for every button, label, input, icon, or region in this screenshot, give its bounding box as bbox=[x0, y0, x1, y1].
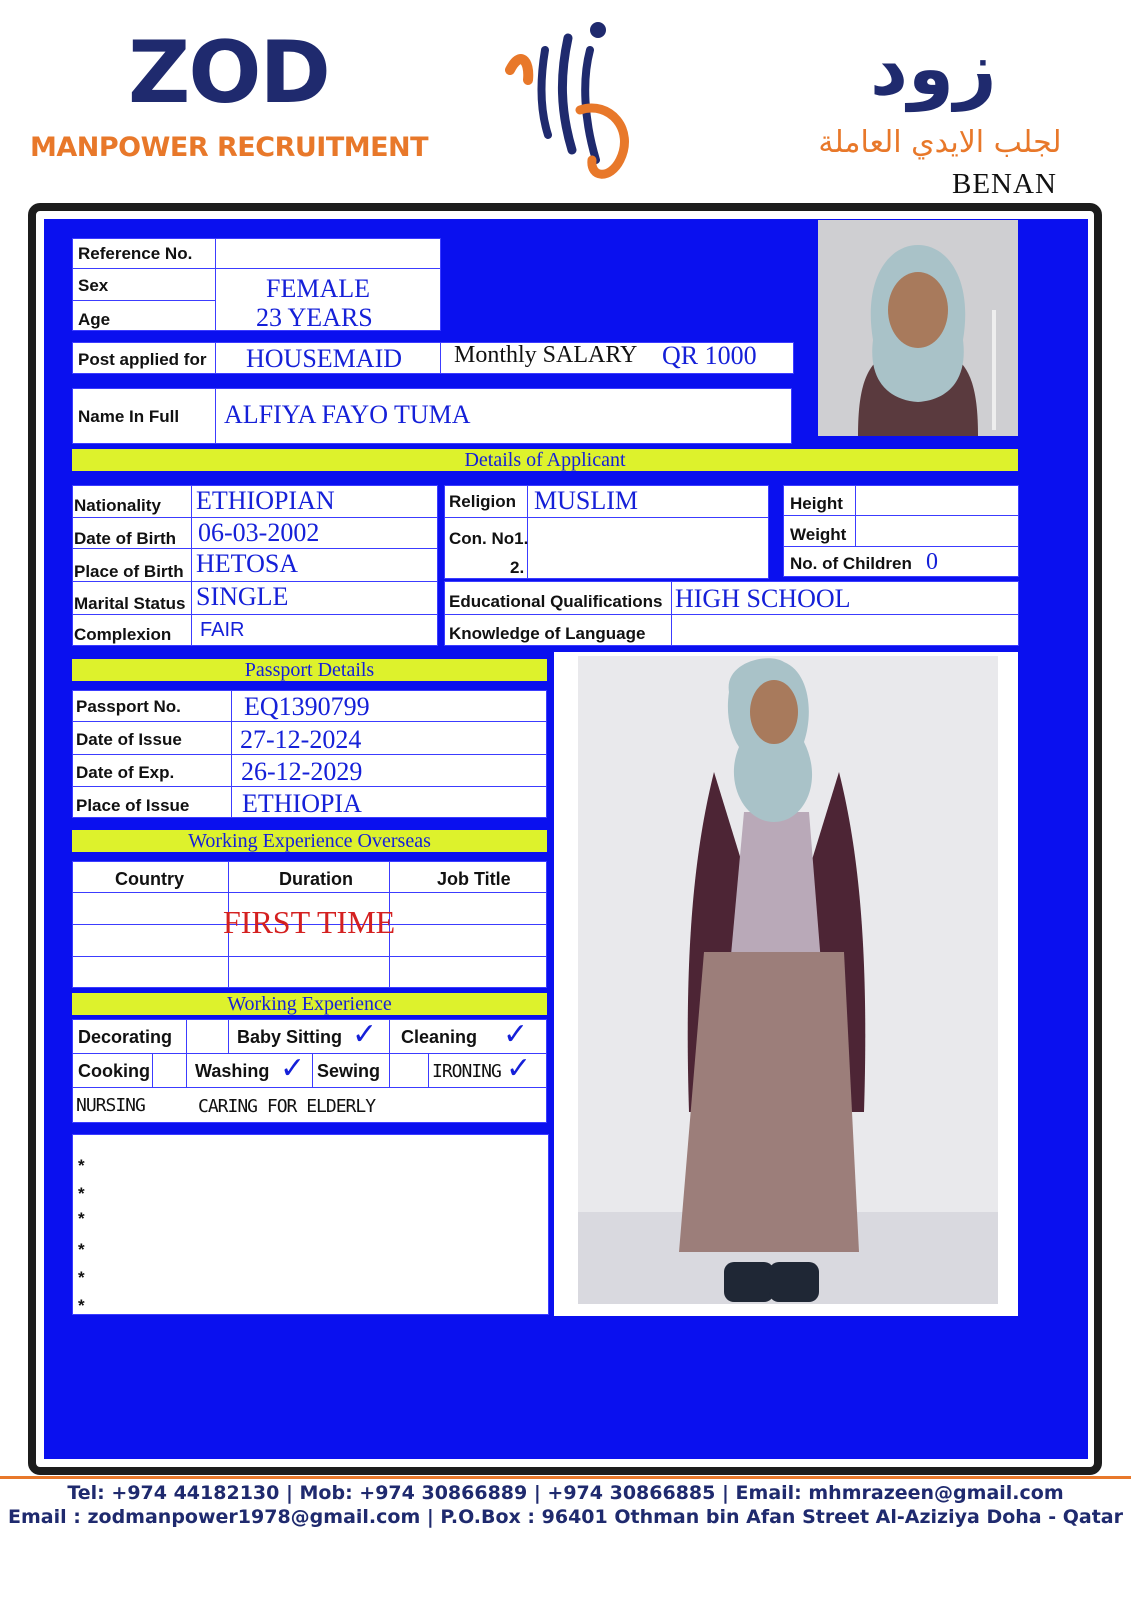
first-time-note: FIRST TIME bbox=[223, 904, 396, 940]
education-label: Educational Qualifications bbox=[449, 592, 663, 611]
exp-cleaning: Cleaning bbox=[401, 1027, 478, 1047]
note-star: * bbox=[78, 1240, 85, 1259]
passport-title: Passport Details bbox=[72, 659, 547, 681]
logo-arabic-subtitle: لجلب الايدي العاملة bbox=[818, 125, 1062, 160]
children-label: No. of Children bbox=[790, 554, 912, 573]
logo-emblem-icon bbox=[500, 10, 650, 185]
pob-value: HETOSA bbox=[196, 549, 299, 578]
footer-contact-line-2: Email : zodmanpower1978@gmail.com | P.O.Box : 96401 Othman bin Afan Street Al-Aziziya Doha - Qatar bbox=[8, 1506, 1123, 1528]
marital-value: SINGLE bbox=[196, 582, 289, 611]
passport-no-label: Passport No. bbox=[76, 697, 181, 716]
language-label: Knowledge of Language bbox=[449, 624, 646, 643]
passport-issue-value: 27-12-2024 bbox=[240, 725, 362, 754]
note-star: * bbox=[78, 1296, 85, 1315]
name-label: Name In Full bbox=[78, 407, 180, 426]
benan-label: BENAN bbox=[952, 168, 1057, 200]
passport-issue-label: Date of Issue bbox=[76, 730, 182, 749]
portrait-photo bbox=[818, 220, 1018, 436]
footer-divider bbox=[0, 1476, 1131, 1479]
exp-decorating: Decorating bbox=[78, 1027, 173, 1047]
nationality-label: Nationality bbox=[74, 496, 161, 515]
exp-cooking: Cooking bbox=[78, 1061, 150, 1081]
note-star: * bbox=[78, 1184, 85, 1203]
age-label: Age bbox=[78, 310, 111, 329]
con2-label: 2. bbox=[510, 558, 525, 577]
salary-label: Monthly SALARY bbox=[454, 342, 638, 368]
con1-label: Con. No1. bbox=[449, 529, 529, 548]
exp-nursing: NURSING bbox=[76, 1095, 145, 1116]
note-star: * bbox=[78, 1268, 85, 1287]
footer-contact-line-1: Tel: +974 44182130 | Mob: +974 30866889 | +974 30866885 | Email: mhmrazeen@gmail.com bbox=[67, 1482, 1064, 1504]
name-value: ALFIYA FAYO TUMA bbox=[224, 400, 471, 429]
age-value: 23 YEARS bbox=[256, 303, 373, 332]
weight-label: Weight bbox=[790, 525, 847, 544]
note-star: * bbox=[78, 1156, 85, 1175]
sex-value: FEMALE bbox=[266, 274, 370, 303]
religion-value: MUSLIM bbox=[534, 486, 639, 515]
complexion-value: FAIR bbox=[200, 619, 245, 641]
exp-ironing: IRONING bbox=[432, 1061, 501, 1082]
details-title: Details of Applicant bbox=[72, 449, 1018, 471]
overseas-title: Working Experience Overseas bbox=[72, 830, 547, 852]
overseas-header-job-title: Job Title bbox=[437, 869, 511, 889]
passport-place-label: Place of Issue bbox=[76, 796, 190, 815]
reference-label: Reference No. bbox=[78, 244, 193, 263]
experience-title: Working Experience bbox=[72, 993, 547, 1015]
nationality-value: ETHIOPIAN bbox=[196, 486, 335, 515]
children-value: 0 bbox=[926, 549, 938, 575]
overseas-header-duration: Duration bbox=[279, 869, 353, 889]
passport-exp-value: 26-12-2029 bbox=[241, 757, 363, 786]
salary-value: QR 1000 bbox=[662, 341, 757, 370]
dob-value: 06-03-2002 bbox=[198, 518, 320, 547]
passport-place-value: ETHIOPIA bbox=[242, 789, 362, 818]
logo-subtitle: MANPOWER RECRUITMENT bbox=[30, 132, 429, 163]
post-label: Post applied for bbox=[78, 350, 207, 369]
notes-box bbox=[72, 1134, 549, 1315]
education-value: HIGH SCHOOL bbox=[675, 584, 851, 613]
passport-no-value: EQ1390799 bbox=[244, 692, 370, 721]
check-washing-icon: ✓ bbox=[280, 1051, 306, 1086]
check-baby-sitting-icon: ✓ bbox=[352, 1017, 378, 1052]
height-label: Height bbox=[790, 494, 843, 513]
check-ironing-icon: ✓ bbox=[506, 1051, 532, 1086]
logo-zod: ZOD bbox=[128, 23, 329, 123]
post-value: HOUSEMAID bbox=[246, 344, 402, 373]
pob-label: Place of Birth bbox=[74, 562, 184, 581]
passport-exp-label: Date of Exp. bbox=[76, 763, 175, 782]
check-cleaning-icon: ✓ bbox=[503, 1017, 529, 1052]
overseas-header-country: Country bbox=[115, 869, 184, 889]
complexion-label: Complexion bbox=[74, 625, 172, 644]
note-star: * bbox=[78, 1209, 85, 1228]
logo-arabic: زود bbox=[870, 26, 997, 112]
full-body-photo bbox=[554, 652, 1018, 1316]
dob-label: Date of Birth bbox=[74, 529, 176, 548]
sex-label: Sex bbox=[78, 276, 109, 295]
exp-sewing: Sewing bbox=[317, 1061, 381, 1081]
exp-baby-sitting: Baby Sitting bbox=[237, 1027, 343, 1047]
religion-label: Religion bbox=[449, 492, 517, 511]
exp-washing: Washing bbox=[195, 1061, 270, 1081]
marital-label: Marital Status bbox=[74, 594, 186, 613]
exp-elderly: CARING FOR ELDERLY bbox=[198, 1096, 376, 1117]
